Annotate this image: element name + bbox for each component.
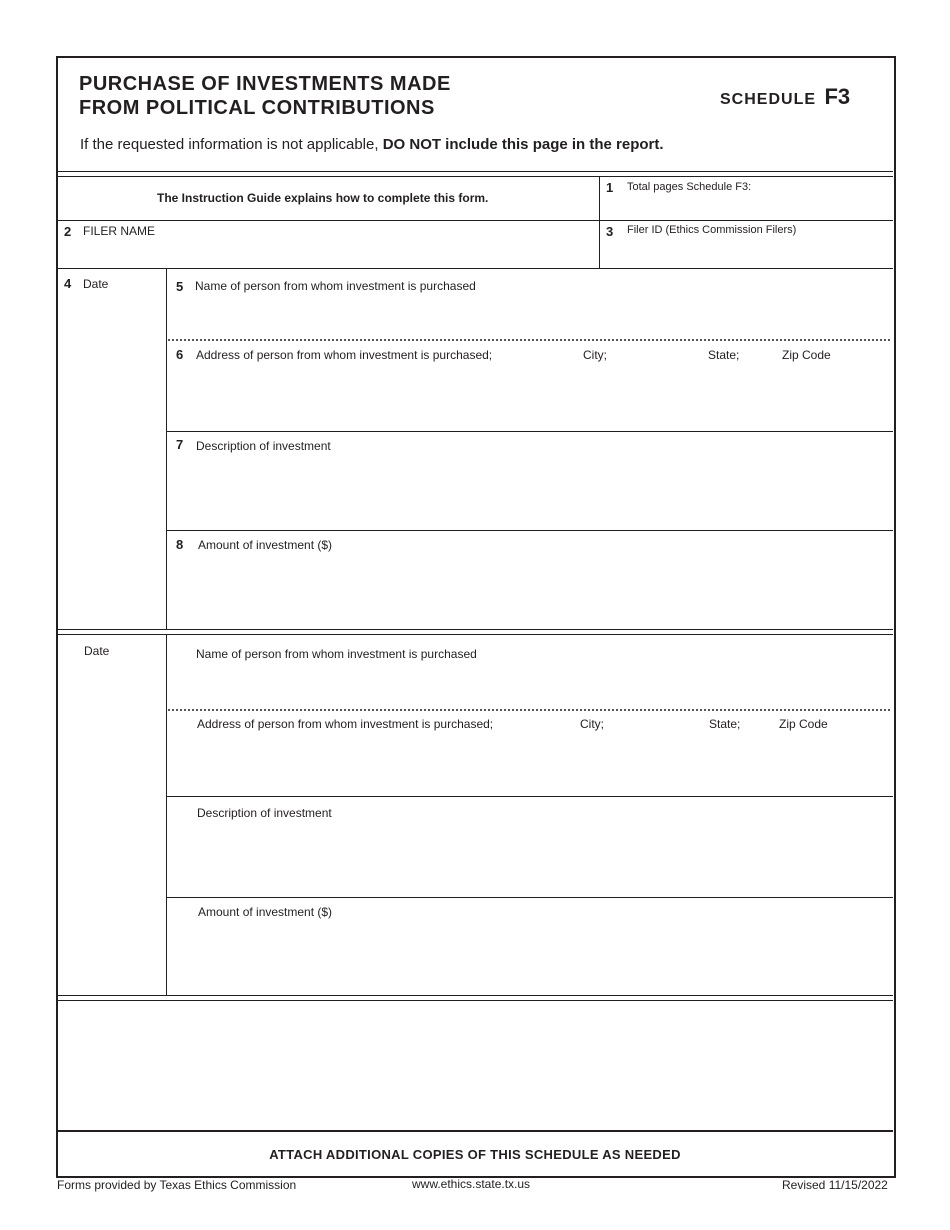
date-label: Date [83, 277, 109, 291]
name-label: Name of person from whom investment is purchased [195, 279, 476, 293]
field-number: 8 [176, 537, 184, 552]
field-number: 7 [176, 437, 184, 452]
divider [57, 995, 893, 996]
field-number: 6 [176, 347, 184, 362]
field-number: 1 [606, 180, 614, 195]
notice-bold: DO NOT include this page in the report. [382, 136, 664, 153]
provided-by: Forms provided by Texas Ethics Commission [57, 1178, 297, 1192]
name-label: Name of person from whom investment is purchased [196, 647, 477, 661]
date-label: Date [84, 644, 110, 658]
schedule-word: SCHEDULE [720, 91, 817, 108]
entry1-amount-field[interactable] [167, 531, 892, 628]
entry2-address-field[interactable] [167, 711, 892, 795]
filer-name-label: FILER NAME [83, 224, 156, 238]
notice-regular: If the requested information is not applicable, [80, 136, 383, 153]
description-label: Description of investment [197, 806, 332, 820]
city-label: City; [583, 348, 607, 362]
amount-label: Amount of investment ($) [198, 905, 333, 919]
entry1-address-field[interactable] [167, 341, 892, 430]
total-pages-label: Total pages Schedule F3: [627, 181, 752, 193]
form-title-line1: PURCHASE OF INVESTMENTS MADE [79, 73, 451, 95]
total-pages-field[interactable] [600, 177, 892, 219]
entry1-name-field[interactable] [167, 269, 892, 338]
amount-label: Amount of investment ($) [198, 538, 333, 552]
attach-copies-notice: ATTACH ADDITIONAL COPIES OF THIS SCHEDULE AS NEEDED [269, 1147, 681, 1162]
state-label: State; [708, 348, 740, 362]
zip-label: Zip Code [782, 348, 831, 362]
filer-id-field[interactable] [600, 221, 892, 267]
state-label: State; [709, 717, 741, 731]
divider [57, 171, 893, 172]
revised-date: Revised 11/15/2022 [782, 1178, 888, 1192]
schedule-label [720, 84, 850, 110]
schedule-code: F3 [824, 84, 851, 109]
filer-id-label: Filer ID (Ethics Commission Filers) [627, 224, 797, 236]
address-label: Address of person from whom investment is purchased; [196, 348, 493, 362]
entry1-date-field[interactable] [58, 269, 165, 628]
address-label: Address of person from whom investment is purchased; [197, 717, 494, 731]
instruction-text: The Instruction Guide explains how to complete this form. [157, 191, 489, 205]
form-title-line2: FROM POLITICAL CONTRIBUTIONS [79, 97, 435, 119]
field-number: 5 [176, 279, 184, 294]
description-label: Description of investment [196, 439, 331, 453]
city-label: City; [580, 717, 604, 731]
divider [57, 629, 893, 630]
website: www.ethics.state.tx.us [412, 1177, 531, 1191]
field-number: 3 [606, 224, 614, 239]
field-number: 4 [64, 276, 72, 291]
field-number: 2 [64, 224, 72, 239]
filer-name-field[interactable] [58, 221, 598, 267]
entry2-amount-field[interactable] [167, 898, 892, 994]
divider [57, 1130, 893, 1132]
entry2-description-field[interactable] [167, 797, 892, 896]
entry2-name-field[interactable] [167, 635, 892, 708]
entry1-description-field[interactable] [167, 432, 892, 529]
not-applicable-notice [80, 136, 664, 153]
zip-label: Zip Code [779, 717, 828, 731]
divider [57, 1000, 893, 1001]
entry2-date-field[interactable] [58, 635, 165, 994]
